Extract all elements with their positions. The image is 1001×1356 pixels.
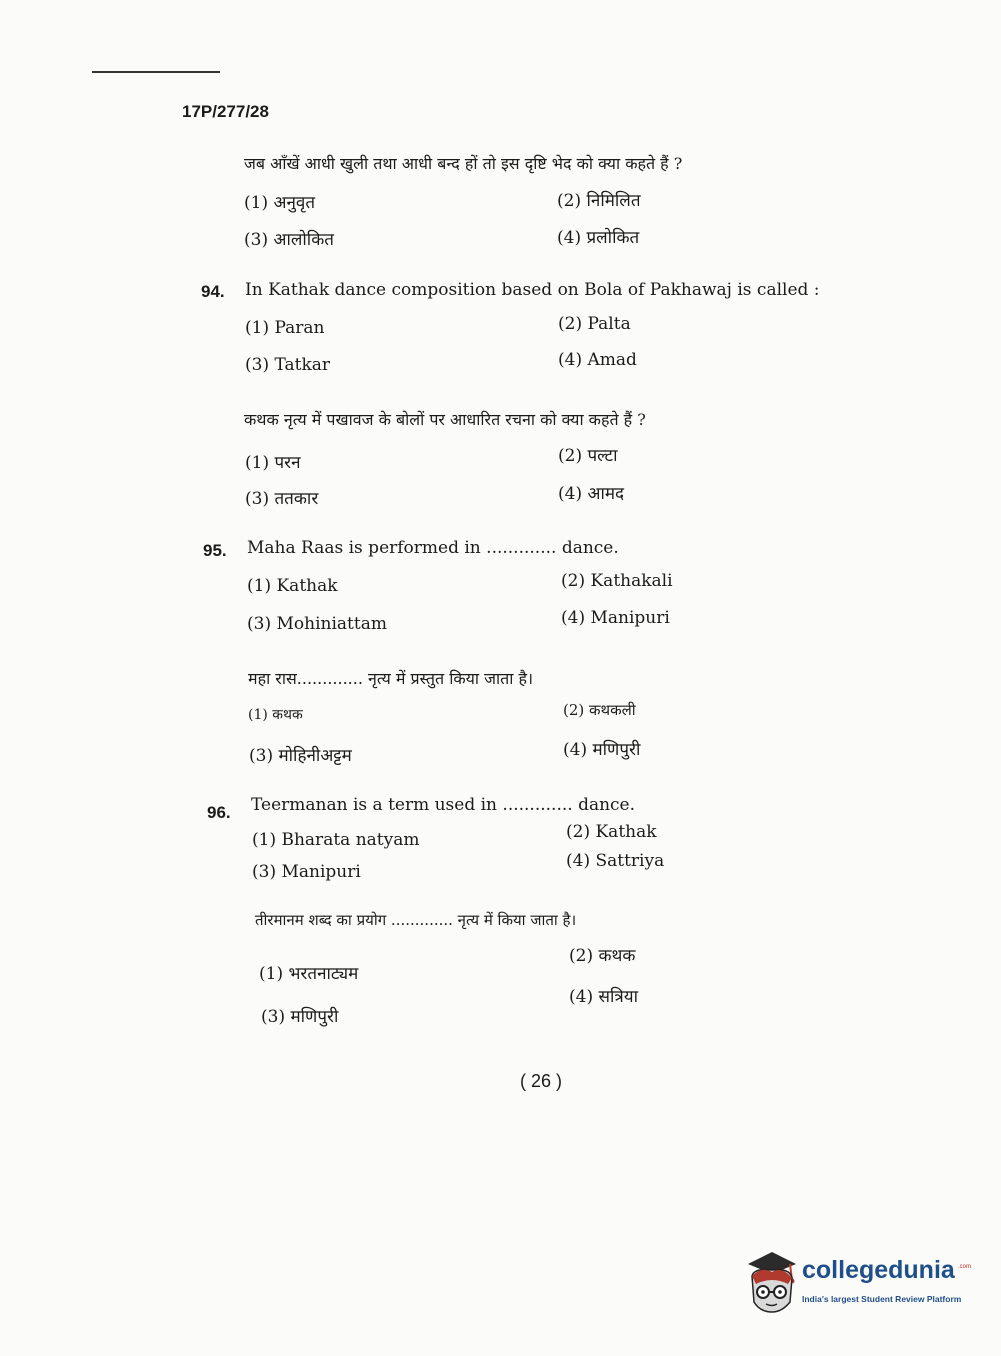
q95-option-2: (2) Kathakali — [561, 571, 673, 591]
q95-hindi-option-4: (4) मणिपुरी — [563, 740, 641, 760]
question-95-hindi-text: महा रास............. नृत्य में प्रस्तुत किया जाता है। — [248, 669, 534, 688]
q96-hindi-option-1: (1) भरतनाट्यम — [259, 964, 359, 984]
q93-hindi-option-3: (3) आलोकित — [244, 230, 334, 250]
q95-hindi-option-1: (1) कथक — [248, 707, 303, 723]
question-95-number: 95. — [203, 541, 227, 560]
question-94-number: 94. — [201, 282, 225, 301]
question-94-hindi-text: कथक नृत्य में पखावज के बोलों पर आधारित रचना को क्या कहते हैं ? — [244, 410, 646, 429]
logo-wordmark: collegedunia — [802, 1256, 955, 1284]
question-93-hindi-text: जब आँखें आधी खुली तथा आधी बन्द हों तो इस दृष्टि भेद को क्या कहते हैं ? — [244, 154, 683, 173]
q94-hindi-option-4: (4) आमद — [558, 484, 625, 504]
q95-option-1: (1) Kathak — [247, 576, 338, 596]
question-96-number: 96. — [207, 803, 231, 822]
q94-hindi-option-1: (1) परन — [245, 453, 301, 473]
q96-option-4: (4) Sattriya — [566, 851, 665, 871]
q94-hindi-option-2: (2) पल्टा — [558, 446, 618, 466]
logo-suffix: .com — [958, 1264, 972, 1270]
q96-hindi-option-4: (4) सत्रिया — [569, 987, 639, 1007]
q94-option-2: (2) Palta — [558, 314, 631, 334]
question-96-hindi-text: तीरमानम शब्द का प्रयोग ............. नृत्य में किया जाता है। — [255, 911, 577, 929]
q96-hindi-option-3: (3) मणिपुरी — [261, 1007, 339, 1027]
q93-hindi-option-2: (2) निमिलित — [557, 191, 641, 211]
paper-code: 17P/277/28 — [182, 102, 269, 121]
q93-hindi-option-4: (4) प्रलोकित — [557, 228, 640, 248]
q96-hindi-option-2: (2) कथक — [569, 946, 636, 966]
question-95-text: Maha Raas is performed in ............. dance. — [247, 538, 619, 558]
page-number: ( 26 ) — [520, 1071, 563, 1091]
q96-option-1: (1) Bharata natyam — [252, 830, 420, 850]
q95-hindi-option-3: (3) मोहिनीअट्टम — [249, 746, 352, 766]
q94-option-1: (1) Paran — [245, 318, 325, 338]
q96-option-2: (2) Kathak — [566, 822, 657, 842]
question-96-text: Teermanan is a term used in ............. dance. — [251, 795, 636, 815]
q94-option-3: (3) Tatkar — [245, 355, 331, 375]
logo-tagline: India's largest Student Review Platform — [802, 1294, 962, 1304]
header-rule — [92, 71, 220, 73]
q94-option-4: (4) Amad — [558, 350, 637, 370]
q95-option-4: (4) Manipuri — [561, 608, 670, 628]
q95-option-3: (3) Mohiniattam — [247, 614, 387, 634]
q94-hindi-option-3: (3) ततकार — [245, 489, 319, 509]
collegedunia-logo — [742, 1250, 972, 1316]
graduate-mascot-icon — [742, 1250, 800, 1316]
q96-option-3: (3) Manipuri — [252, 862, 361, 882]
question-94-text: In Kathak dance composition based on Bola of Pakhawaj is called : — [245, 280, 820, 300]
q95-hindi-option-2: (2) कथकली — [563, 701, 636, 719]
q93-hindi-option-1: (1) अनुवृत — [244, 193, 316, 213]
